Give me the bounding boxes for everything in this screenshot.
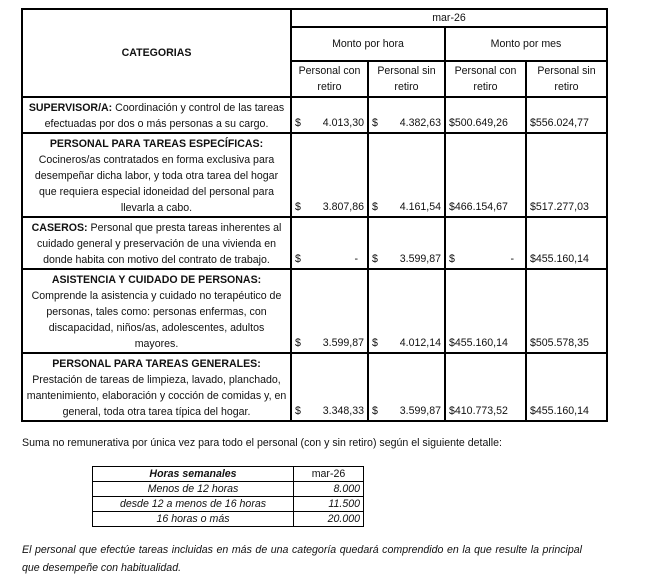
hours-label: Menos de 12 horas bbox=[93, 482, 294, 497]
bonus-note: Suma no remunerativa por única vez para todo el personal (con y sin retiro) según el siguiente detalle: bbox=[22, 437, 502, 449]
bonus-amount: 8.000 bbox=[294, 482, 364, 497]
hours-header: Horas semanales bbox=[93, 467, 294, 482]
monthly-group-header: Monto por mes bbox=[445, 27, 607, 61]
period-header: mar-26 bbox=[291, 9, 607, 27]
subcol-hourly-with: Personal con retiro bbox=[291, 61, 368, 97]
table-row-specific-tasks bbox=[22, 133, 607, 217]
wage-table bbox=[21, 8, 608, 422]
hourly-without-cell: $ 4.382,63 bbox=[368, 97, 445, 133]
hourly-without-cell: $ 4.012,14 bbox=[368, 269, 445, 353]
categories-header: CATEGORIAS bbox=[22, 9, 291, 97]
hours-label: 16 horas o más bbox=[93, 512, 294, 527]
hourly-with-cell: $ 3.348,33 bbox=[291, 353, 368, 421]
category-cell: CASEROS: Personal que presta tareas inherentes al cuidado general y preservación de una vivienda en donde habita con motivo del contrato de trabajo. bbox=[22, 217, 291, 269]
category-cell: PERSONAL PARA TAREAS GENERALES: Prestación de tareas de limpieza, lavado, planchado, mantenimiento, elaboración y cocción de comidas y, en general, toda otra tarea típica del hogar. bbox=[22, 353, 291, 421]
monthly-with-cell: $455.160,14 bbox=[445, 269, 526, 353]
monthly-with-cell: $410.773,52 bbox=[445, 353, 526, 421]
table-row-caseros bbox=[22, 217, 607, 269]
category-cell: PERSONAL PARA TAREAS ESPECÍFICAS: Cocineros/as contratados en forma exclusiva para desempeñar dicha labor, y toda otra tarea del hogar que requiera especial idoneidad del personal para llevarla a cabo. bbox=[22, 133, 291, 217]
table-row-general-tasks bbox=[22, 353, 607, 421]
period-header: mar-26 bbox=[294, 467, 364, 482]
monthly-without-cell: $455.160,14 bbox=[526, 353, 607, 421]
hourly-without-cell: $ 4.161,54 bbox=[368, 133, 445, 217]
subcol-monthly-without: Personal sin retiro bbox=[526, 61, 607, 97]
monthly-without-cell: $517.277,03 bbox=[526, 133, 607, 217]
footnote: El personal que efectúe tareas incluidas en más de una categoría quedará comprendido en la que resulte la principal que desempeñe con habitualidad. bbox=[22, 544, 582, 574]
hourly-with-cell: $ - bbox=[291, 217, 368, 269]
hourly-without-cell: $ 3.599,87 bbox=[368, 353, 445, 421]
bonus-table bbox=[92, 466, 364, 527]
bonus-amount: 11.500 bbox=[294, 497, 364, 512]
bonus-row bbox=[93, 497, 364, 512]
hourly-group-header: Monto por hora bbox=[291, 27, 445, 61]
monthly-with-cell: $500.649,26 bbox=[445, 97, 526, 133]
category-cell: SUPERVISOR/A: Coordinación y control de las tareas efectuadas por dos o más personas a su cargo. bbox=[22, 97, 291, 133]
monthly-without-cell: $505.578,35 bbox=[526, 269, 607, 353]
hours-label: desde 12 a menos de 16 horas bbox=[93, 497, 294, 512]
category-cell: ASISTENCIA Y CUIDADO DE PERSONAS: Comprende la asistencia y cuidado no terapéutico de personas, tales como: personas enfermas, con discapacidad, niños/as, adolescentes, adultos mayores. bbox=[22, 269, 291, 353]
monthly-without-cell: $455.160,14 bbox=[526, 217, 607, 269]
monthly-with-cell: $466.154,67 bbox=[445, 133, 526, 217]
hourly-with-cell: $ 3.807,86 bbox=[291, 133, 368, 217]
hourly-with-cell: $ 3.599,87 bbox=[291, 269, 368, 353]
monthly-with-cell: $ - bbox=[445, 217, 526, 269]
subcol-monthly-with: Personal con retiro bbox=[445, 61, 526, 97]
hourly-without-cell: $ 3.599,87 bbox=[368, 217, 445, 269]
subcol-hourly-without: Personal sin retiro bbox=[368, 61, 445, 97]
bonus-amount: 20.000 bbox=[294, 512, 364, 527]
hourly-with-cell: $ 4.013,30 bbox=[291, 97, 368, 133]
bonus-row bbox=[93, 482, 364, 497]
bonus-row bbox=[93, 512, 364, 527]
table-row-care bbox=[22, 269, 607, 353]
table-row-supervisor bbox=[22, 97, 607, 133]
monthly-without-cell: $556.024,77 bbox=[526, 97, 607, 133]
